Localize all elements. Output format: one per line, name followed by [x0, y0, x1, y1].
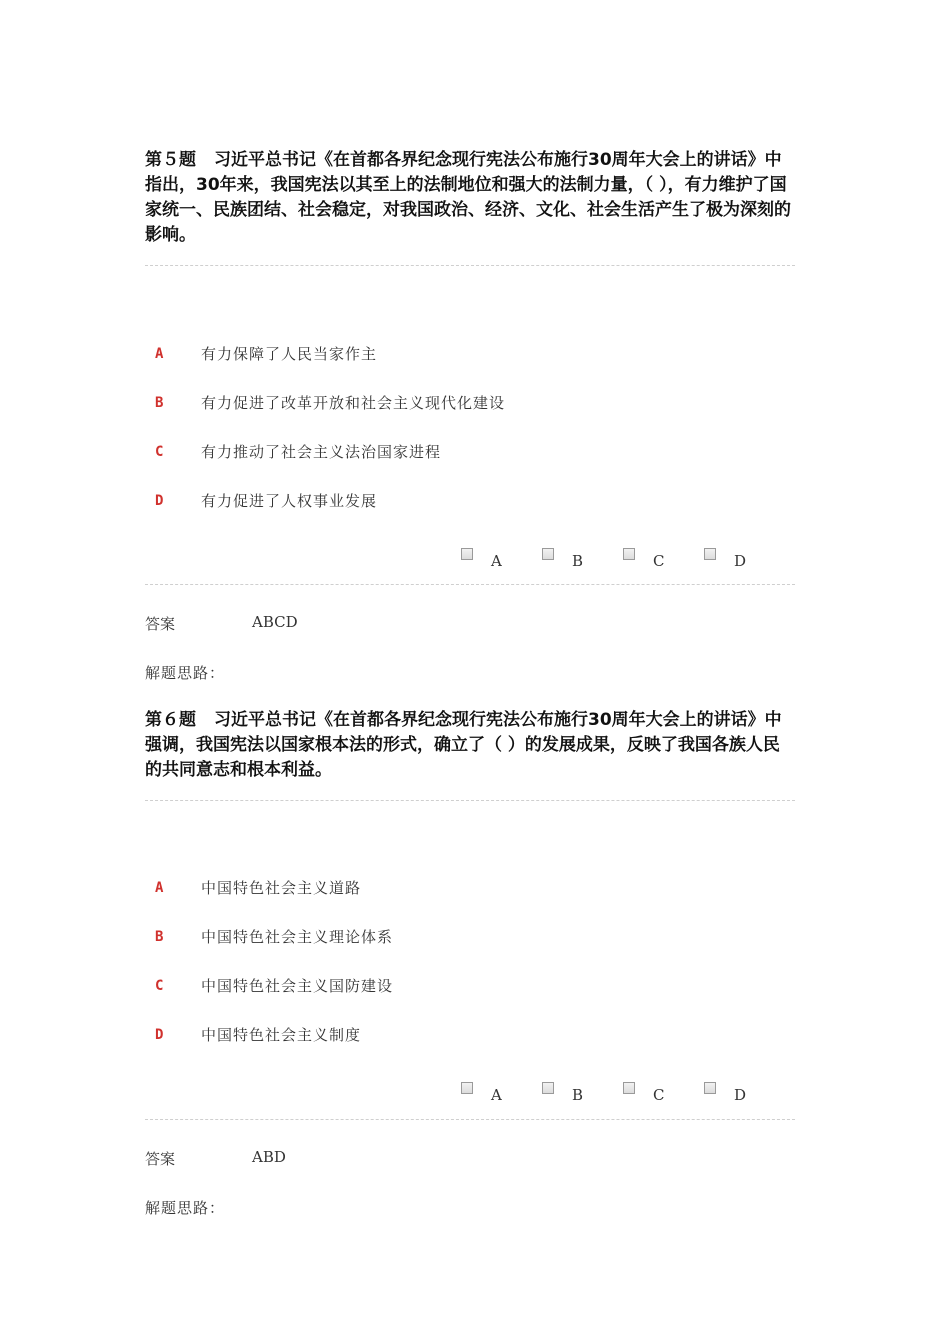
option-text: 中国特色社会主义道路 — [201, 879, 362, 897]
option-letter: A — [155, 345, 164, 362]
checkbox-label: B — [572, 552, 584, 570]
checkbox-label: A — [491, 1086, 502, 1104]
option-text: 有力保障了人民当家作主 — [201, 345, 378, 363]
answer-value: ABD — [252, 1148, 286, 1166]
answer-row — [145, 613, 298, 634]
checkbox-a[interactable] — [461, 548, 542, 570]
option-c[interactable] — [155, 427, 795, 476]
question-title — [145, 148, 795, 248]
checkbox-b[interactable] — [542, 548, 623, 570]
checkbox-b[interactable] — [542, 1082, 623, 1104]
checkbox-icon[interactable] — [542, 548, 554, 560]
option-text: 有力推动了社会主义法治国家进程 — [201, 443, 442, 461]
answer-label: 答案 — [145, 615, 176, 633]
option-letter: B — [155, 394, 164, 411]
option-d[interactable] — [155, 1010, 795, 1059]
question-5 — [145, 148, 795, 682]
question-number: 第６题 — [145, 710, 196, 730]
checkbox-icon[interactable] — [461, 1082, 473, 1094]
divider — [145, 800, 795, 801]
options-list — [155, 329, 795, 525]
checkbox-d[interactable] — [704, 548, 785, 570]
option-text: 有力促进了人权事业发展 — [201, 492, 378, 510]
option-b[interactable] — [155, 378, 795, 427]
option-text: 中国特色社会主义国防建设 — [201, 977, 394, 995]
question-text: 习近平总书记《在首都各界纪念现行宪法公布施行30周年大会上的讲话》中指出，30年来，我国宪法以其至上的法制地位和强大的法制力量，（ ），有力维护了国家统一、民族团结、社会稳定，对我国政治、经济、文化、社会生活产生了极为深刻的影响。 — [145, 150, 791, 245]
question-6 — [145, 708, 795, 1217]
analysis-label: 解题思路： — [145, 1199, 226, 1217]
option-letter: D — [155, 1026, 164, 1043]
checkbox-label: C — [653, 1086, 665, 1104]
option-b[interactable] — [155, 912, 795, 961]
option-d[interactable] — [155, 476, 795, 525]
checkbox-label: B — [572, 1086, 584, 1104]
checkbox-label: A — [491, 552, 502, 570]
option-c[interactable] — [155, 961, 795, 1010]
checkbox-icon[interactable] — [461, 548, 473, 560]
checkbox-label: C — [653, 552, 665, 570]
option-a[interactable] — [155, 329, 795, 378]
answer-row — [145, 1148, 286, 1169]
answer-label: 答案 — [145, 1150, 176, 1168]
option-letter: B — [155, 928, 164, 945]
option-letter: C — [155, 443, 164, 460]
checkbox-icon[interactable] — [704, 1082, 716, 1094]
divider — [145, 584, 795, 585]
option-letter: A — [155, 879, 164, 896]
option-letter: D — [155, 492, 164, 509]
checkbox-label: D — [734, 1086, 747, 1104]
option-text: 中国特色社会主义理论体系 — [201, 928, 394, 946]
option-text: 中国特色社会主义制度 — [201, 1026, 362, 1044]
answer-checkboxes — [461, 1082, 785, 1104]
divider — [145, 1119, 795, 1120]
answer-value: ABCD — [252, 613, 298, 631]
checkbox-c[interactable] — [623, 548, 704, 570]
question-text: 习近平总书记《在首都各界纪念现行宪法公布施行30周年大会上的讲话》中强调，我国宪法以国家根本法的形式，确立了（ ）的发展成果，反映了我国各族人民的共同意志和根本利益。 — [145, 710, 782, 780]
question-number: 第５题 — [145, 150, 196, 170]
answer-checkboxes — [461, 548, 785, 570]
option-a[interactable] — [155, 863, 795, 912]
checkbox-c[interactable] — [623, 1082, 704, 1104]
checkbox-d[interactable] — [704, 1082, 785, 1104]
checkbox-icon[interactable] — [542, 1082, 554, 1094]
checkbox-label: D — [734, 552, 747, 570]
checkbox-icon[interactable] — [704, 548, 716, 560]
checkbox-a[interactable] — [461, 1082, 542, 1104]
checkbox-icon[interactable] — [623, 548, 635, 560]
option-letter: C — [155, 977, 164, 994]
options-list — [155, 863, 795, 1059]
checkbox-icon[interactable] — [623, 1082, 635, 1094]
question-title — [145, 708, 795, 783]
divider — [145, 265, 795, 266]
option-text: 有力促进了改革开放和社会主义现代化建设 — [201, 394, 506, 412]
analysis-label: 解题思路： — [145, 664, 226, 682]
